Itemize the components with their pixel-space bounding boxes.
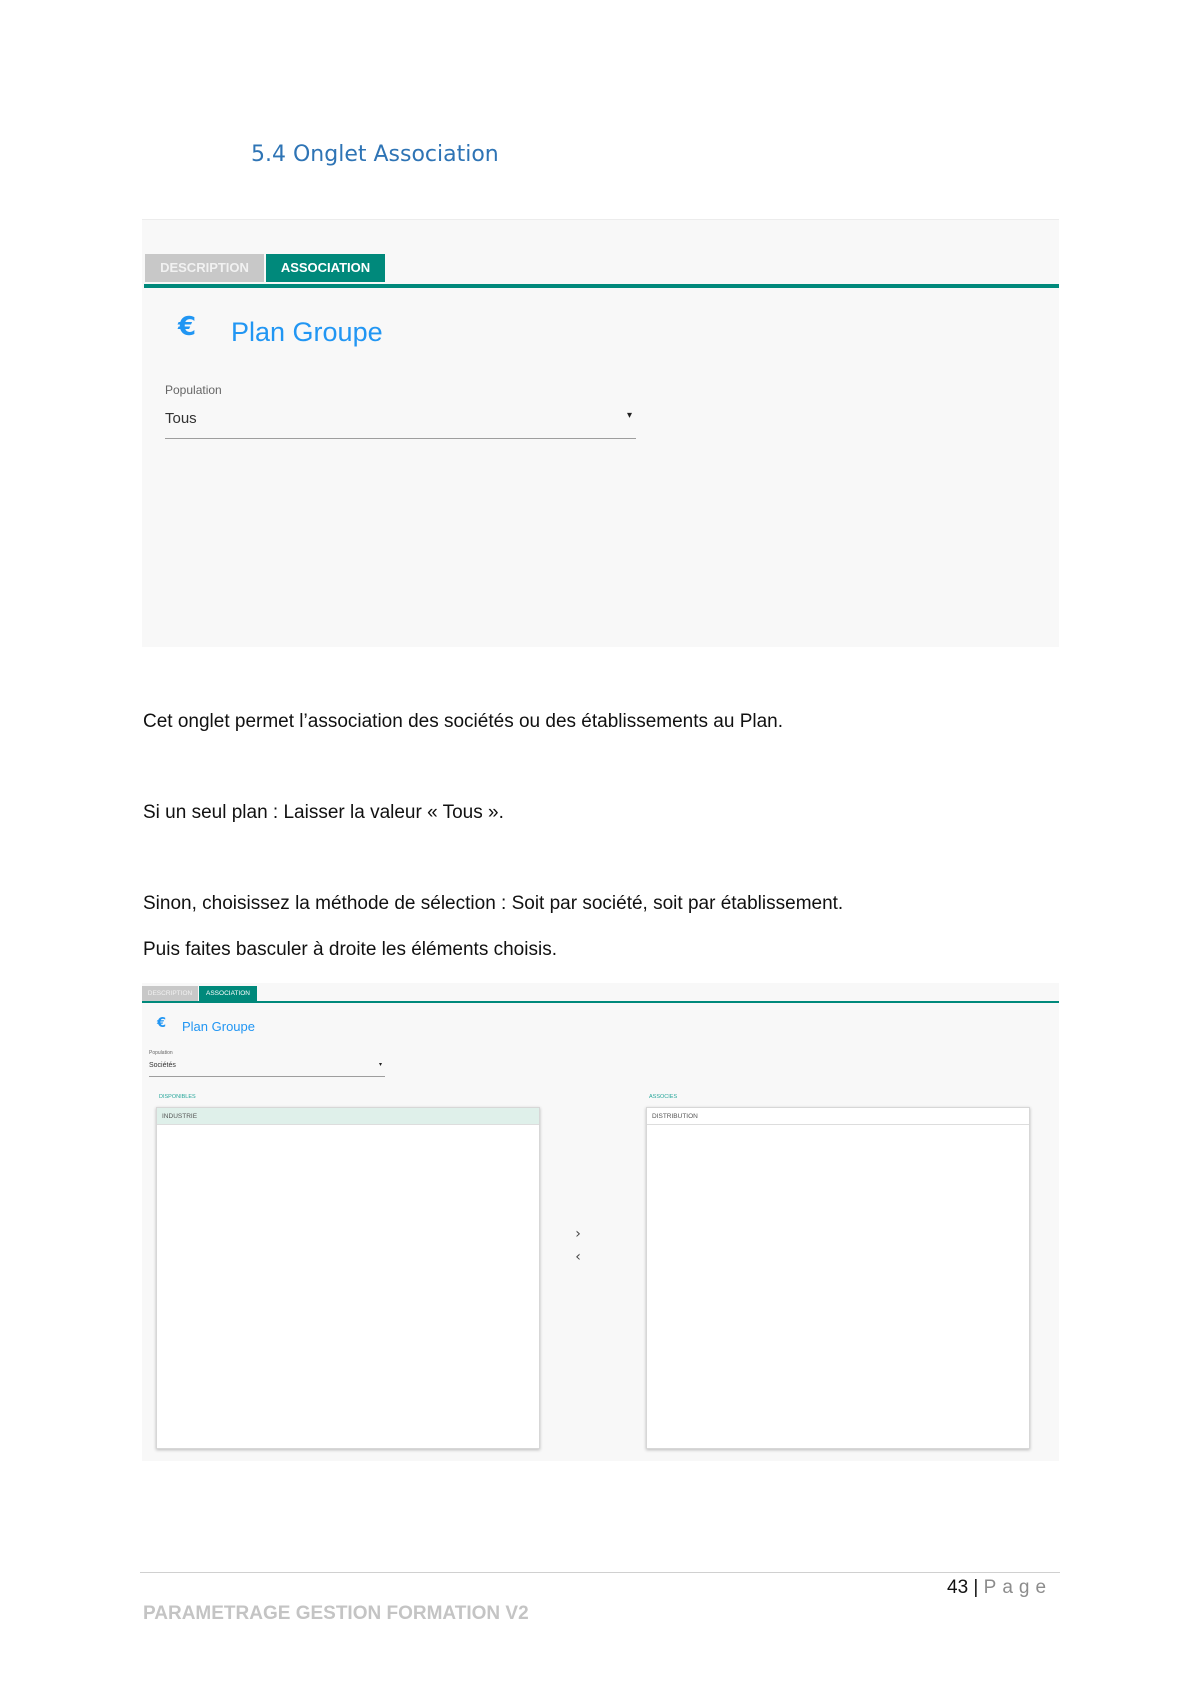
population-value: Tous xyxy=(165,410,197,427)
page-number-block xyxy=(947,1577,1052,1599)
association-screenshot-1 xyxy=(142,219,1059,647)
move-left-button[interactable]: ‹ xyxy=(575,1249,581,1265)
plan-title: Plan Groupe xyxy=(231,317,383,347)
associated-caption: ASSOCIES xyxy=(649,1094,678,1100)
page-word: Page xyxy=(983,1577,1053,1598)
tab-association[interactable]: ASSOCIATION xyxy=(199,986,257,1001)
plan-title: Plan Groupe xyxy=(182,1019,255,1034)
footer-document-title: PARAMETRAGE GESTION FORMATION V2 xyxy=(143,1603,529,1624)
euro-icon: € xyxy=(157,1016,167,1031)
paragraph-3: Sinon, choisissez la méthode de sélection : Soit par société, soit par établissement. xyxy=(143,893,844,914)
associated-list[interactable] xyxy=(646,1107,1030,1449)
population-label: Population xyxy=(149,1050,173,1056)
select-underline xyxy=(165,438,636,439)
tab-association[interactable]: ASSOCIATION xyxy=(266,254,385,282)
list-item[interactable]: DISTRIBUTION xyxy=(647,1108,1029,1125)
tab-underline xyxy=(142,1001,1059,1003)
list-item[interactable]: INDUSTRIE xyxy=(157,1108,539,1125)
footer-divider xyxy=(140,1572,1060,1573)
tab-description[interactable]: DESCRIPTION xyxy=(142,986,198,1001)
page-number: 43 xyxy=(947,1577,969,1598)
move-right-button[interactable]: › xyxy=(575,1226,581,1242)
euro-icon: € xyxy=(178,312,197,342)
association-screenshot-2 xyxy=(142,983,1059,1461)
tab-underline xyxy=(144,284,1059,288)
page-separator: | xyxy=(973,1577,979,1598)
paragraph-4: Puis faites basculer à droite les éléments choisis. xyxy=(143,939,557,960)
available-caption: DISPONIBLES xyxy=(159,1094,196,1100)
select-underline xyxy=(149,1076,385,1077)
available-list[interactable] xyxy=(156,1107,540,1449)
tab-description[interactable]: DESCRIPTION xyxy=(145,254,264,282)
chevron-down-icon: ▾ xyxy=(379,1061,383,1068)
paragraph-1: Cet onglet permet l’association des sociétés ou des établissements au Plan. xyxy=(143,711,784,732)
chevron-down-icon: ▾ xyxy=(627,410,633,421)
population-value: Sociétés xyxy=(149,1062,176,1069)
population-label: Population xyxy=(165,383,222,397)
paragraph-2: Si un seul plan : Laisser la valeur « Tous ». xyxy=(143,802,504,823)
section-title: 5.4 Onglet Association xyxy=(251,142,499,167)
